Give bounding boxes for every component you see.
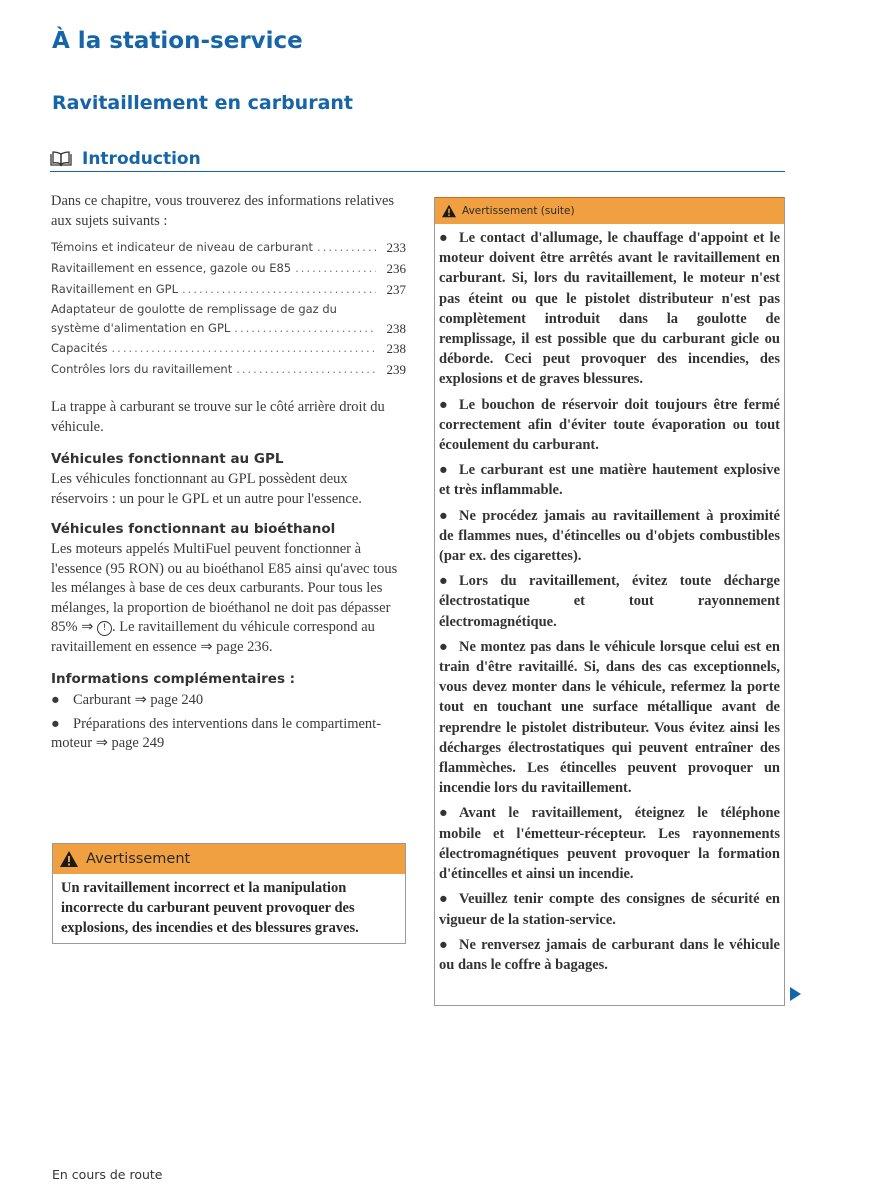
bullet-icon: ● xyxy=(439,638,448,655)
warning-box xyxy=(52,843,406,944)
topic-page: 239 xyxy=(386,362,406,377)
introduction-title: Introduction xyxy=(82,149,201,169)
bullet-icon: ● xyxy=(439,230,448,246)
warning-item: ● Le contact d'allumage, le chauffage d'appoint et le moteur doivent être arrêtés avant le ravitaillement en carburant. Si, lors du ravitaillement, le moteur n'est pas éteint ou que le pistolet distributeur n'est pas complètement introduit dans la goulotte de remplissage, il est possible que du carburant gicle ou déborde. Ceci peut provoquer des incendies, des explosions et de graves blessures. xyxy=(439,230,780,388)
bullet-icon: ● xyxy=(439,573,448,590)
info-item[interactable]: ● Carburant ⇒ page 240 xyxy=(51,691,406,711)
topic-page: 236 xyxy=(386,261,406,276)
bullet-icon: ● xyxy=(439,396,448,413)
topic-list xyxy=(51,237,406,380)
topic-item[interactable] xyxy=(51,279,406,300)
topic-page: 237 xyxy=(386,282,406,297)
warning-item: ● Le bouchon de réservoir doit toujours être fermé correctement afin d'éviter toute évaporation ou tout écoulement du carburant. xyxy=(439,396,780,454)
topic-item[interactable] xyxy=(51,258,406,279)
bioethanol-heading: Véhicules fonctionnant au bioéthanol xyxy=(51,521,336,537)
topic-item[interactable] xyxy=(51,359,406,380)
warning-item: ● Ne procédez jamais au ravitaillement à proximité de flammes nues, d'étincelles ou d'objets combustibles (par ex. des cigarettes). xyxy=(439,507,780,565)
topic-label: Témoins et indicateur de niveau de carburant xyxy=(51,240,314,254)
warning-item: ● Ne montez pas dans le véhicule lorsque celui est en train d'être ravitaillé. Si, dans des cas exceptionnels, vous devez monter dans le véhicule, refermez la porte tout en touchant une surface métallique avant de reprendre le pistolet distributeur. Vous évitez ainsi les décharges électrostatiques qui peuvent entraîner des flammèches. Les étincelles peuvent provoquer un incendie lors du ravitaillement. xyxy=(439,638,780,797)
gpl-heading: Véhicules fonctionnant au GPL xyxy=(51,451,284,467)
bullet-icon: ● xyxy=(439,805,448,822)
page-title: À la station-service xyxy=(52,28,303,54)
warning-ref-icon[interactable]: ! xyxy=(97,621,112,636)
topic-page: 238 xyxy=(386,341,406,356)
book-icon xyxy=(50,151,72,167)
topic-item[interactable] xyxy=(51,338,406,359)
topic-label: Ravitaillement en GPL xyxy=(51,282,179,296)
warning-triangle-icon xyxy=(59,850,79,868)
warning-item: ● Lors du ravitaillement, évitez toute décharge électrostatique et tout rayonnement électromagnétique. xyxy=(439,573,780,630)
bullet-icon: ● xyxy=(51,692,60,708)
intro-lead: Dans ce chapitre, vous trouverez des informations relatives aux sujets suivants : xyxy=(51,193,395,229)
topic-label: Contrôles lors du ravitaillement xyxy=(51,362,233,376)
warning-continued-header xyxy=(435,197,784,224)
bullet-icon: ● xyxy=(439,507,448,524)
warning-continued-list xyxy=(435,224,784,975)
topic-label: Ravitaillement en essence, gazole ou E85 xyxy=(51,261,292,275)
next-page-arrow-icon[interactable] xyxy=(790,987,801,1001)
warning-item: ● Ne renversez jamais de carburant dans le véhicule ou dans le coffre à bagages. xyxy=(439,936,780,973)
warning-header xyxy=(53,844,405,874)
topic-label: Capacités xyxy=(51,341,108,355)
info-heading: Informations complémentaires : xyxy=(51,671,296,687)
footer-chapter: En cours de route xyxy=(52,1167,163,1182)
bullet-icon: ● xyxy=(439,462,448,479)
introduction-header xyxy=(50,147,785,172)
gpl-text: Les véhicules fonctionnant au GPL possèdent deux réservoirs : un pour le GPL et un autre pour l'essence. xyxy=(51,471,362,507)
left-column xyxy=(51,192,406,754)
topic-item[interactable] xyxy=(51,300,406,338)
warning-continued-label: Avertissement (suite) xyxy=(462,205,575,217)
bullet-icon: ● xyxy=(439,936,448,953)
warning-item: ● Avant le ravitaillement, éteignez le téléphone mobile et l'émetteur-récepteur. Les rayonnements électromagnétiques peuvent provoquer la formation d'étincelles et ainsi un incendie. xyxy=(439,805,780,883)
topic-page: 238 xyxy=(386,321,406,336)
warning-continued-box xyxy=(434,197,785,1006)
warning-text: Un ravitaillement incorrect et la manipulation incorrecte du carburant peuvent provoquer des explosions, des incendies et des blessures graves. xyxy=(61,880,359,936)
bullet-icon: ● xyxy=(439,891,448,908)
info-item[interactable]: ● Préparations des interventions dans le compartiment-moteur ⇒ page 249 xyxy=(51,715,382,751)
warning-label: Avertissement xyxy=(86,851,191,867)
section-title: Ravitaillement en carburant xyxy=(52,92,353,114)
warning-triangle-icon xyxy=(441,204,457,218)
bullet-icon: ● xyxy=(51,715,60,732)
bioethanol-text: Les moteurs appelés MultiFuel peuvent fonctionner à l'essence (95 RON) ou au bioéthanol E85 ainsi qu'avec tous les mélanges à base de ces deux carburants. Pour tous les mélanges, la proportion de bioéthanol ne doit pas dépasser 85% ⇒ ! . Le ravitaillement du véhicule correspond au ravitaillement en essence ⇒ page 236. xyxy=(51,541,398,655)
topic-item[interactable] xyxy=(51,237,406,258)
topic-label-continued: système d'alimentation en GPL xyxy=(51,321,231,335)
topic-label: Adaptateur de goulotte de remplissage de gaz du xyxy=(51,302,337,316)
topic-page: 233 xyxy=(386,240,406,255)
warning-item: ● Le carburant est une matière hautement explosive et très inflammable. xyxy=(439,462,780,499)
flap-location-text: La trappe à carburant se trouve sur le côté arrière droit du véhicule. xyxy=(51,399,385,435)
warning-item: ● Veuillez tenir compte des consignes de sécurité en vigueur de la station-service. xyxy=(439,891,780,928)
